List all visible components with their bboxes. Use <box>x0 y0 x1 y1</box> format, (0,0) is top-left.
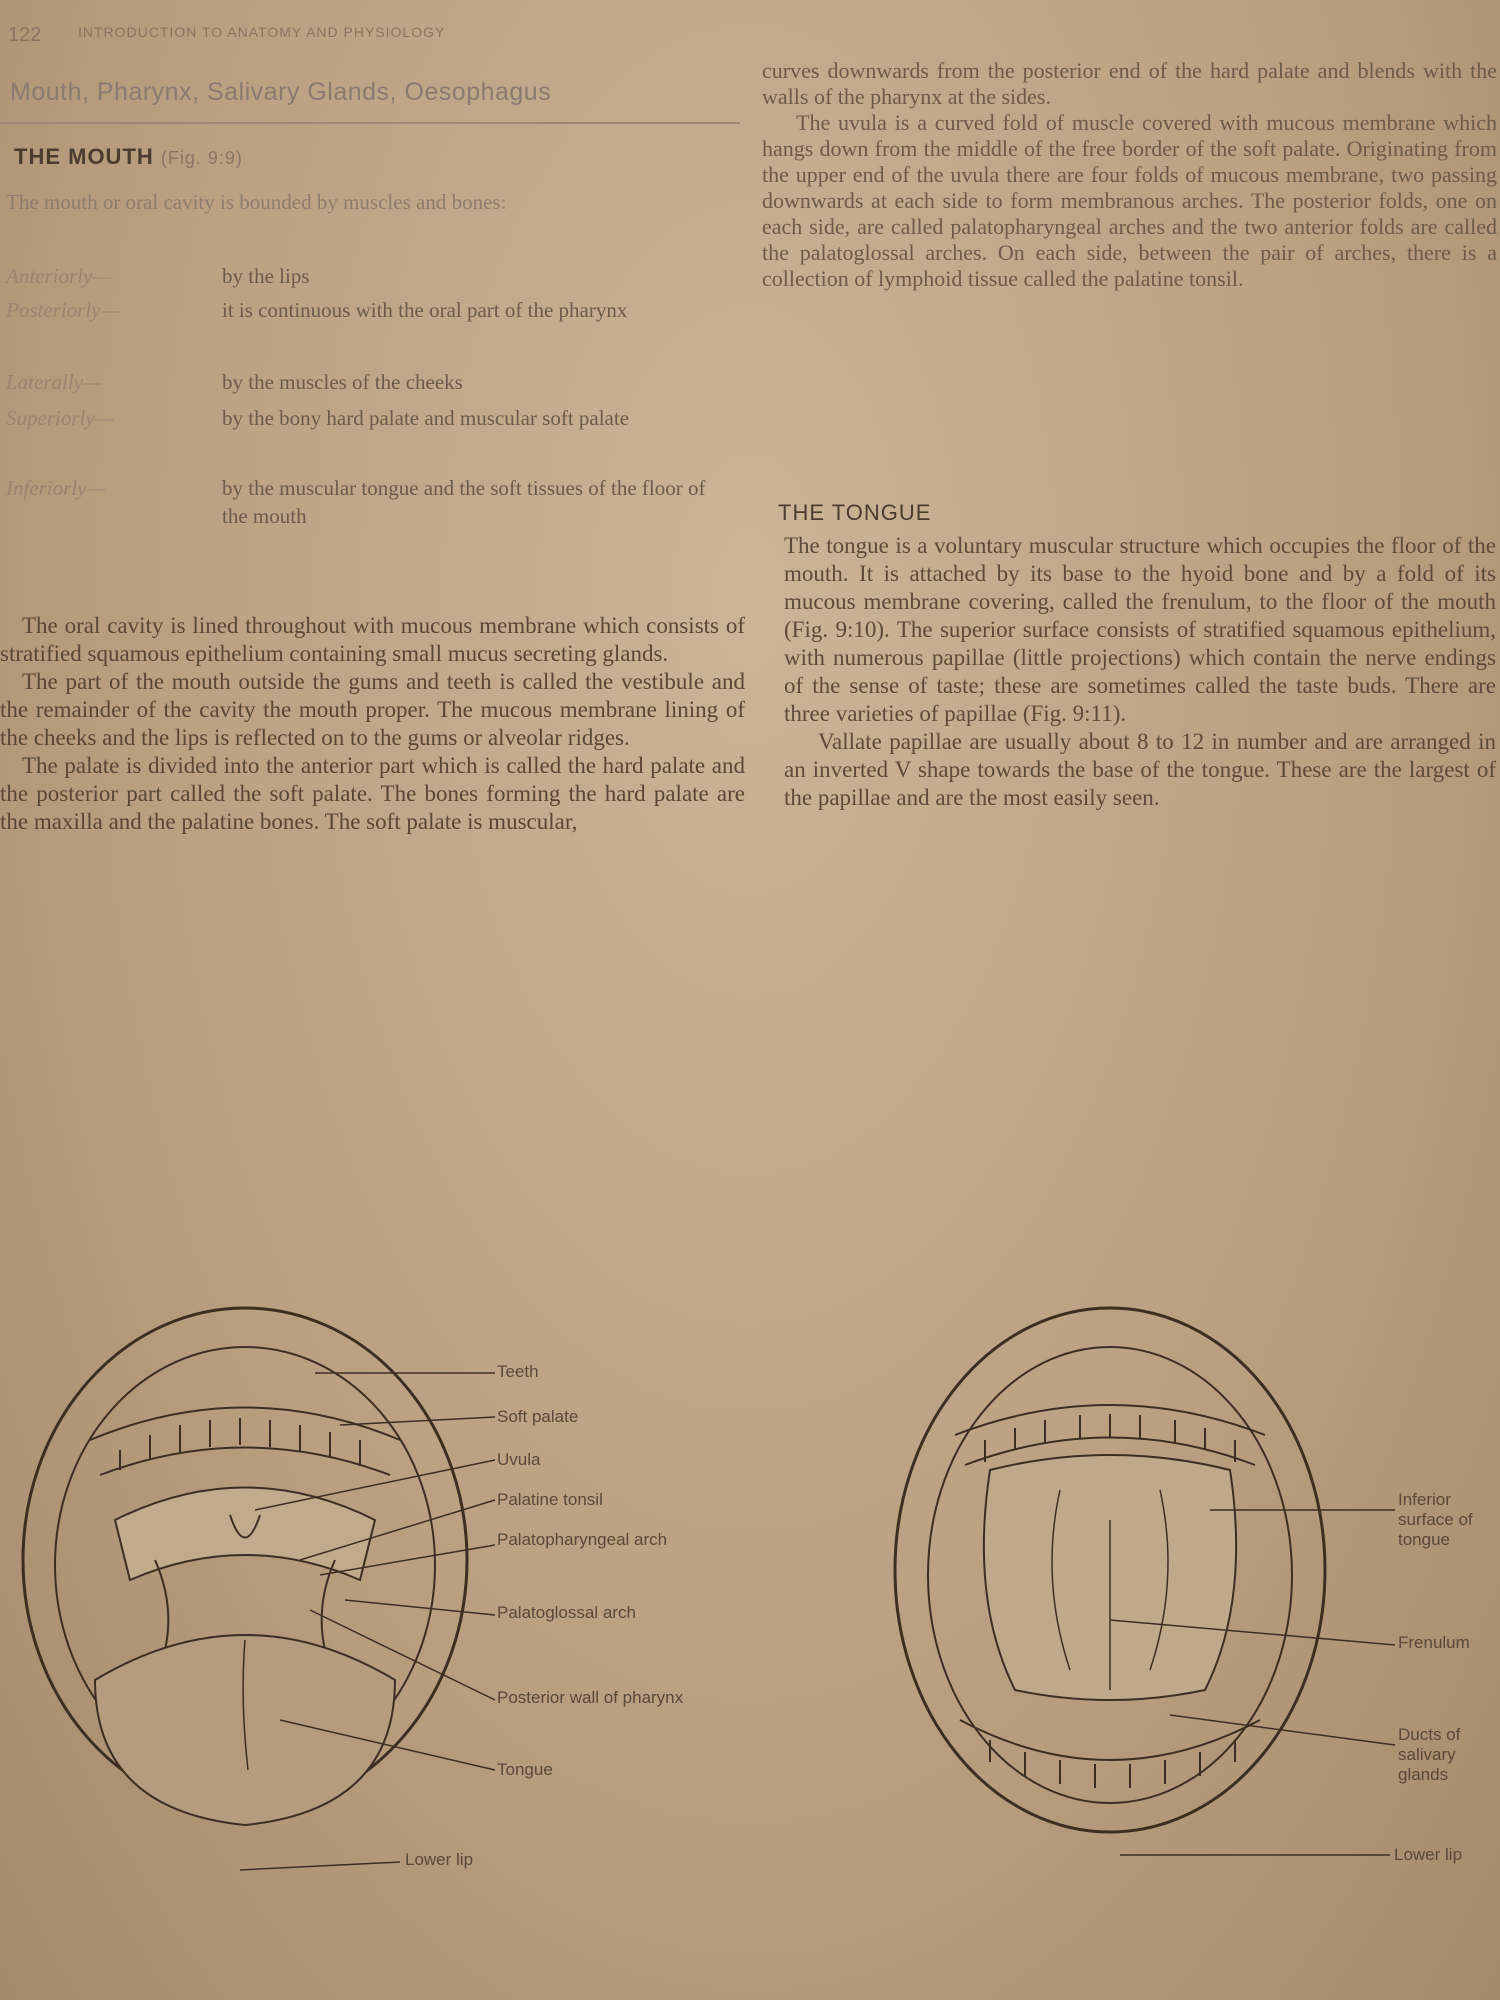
paragraph: The palate is divided into the anterior part which is called the hard palate and the posterior part called the soft palate. The bones forming the hard palate are the maxilla and the palatine bones. The soft palate is muscular, <box>0 753 745 834</box>
label-teeth: Teeth <box>497 1362 539 1381</box>
label-frenulum: Frenulum <box>1398 1633 1470 1652</box>
figure-open-mouth <box>23 1308 495 1870</box>
boundary-term: Inferiorly— <box>6 476 106 500</box>
paragraph: Vallate papillae are usually about 8 to 12 in number and are arranged in an inverted V shape towards the base of the tongue. These are the largest of the papillae and are the most easily seen. <box>784 729 1496 810</box>
boundary-desc: it is continuous with the oral part of the pharynx <box>222 298 628 322</box>
boundary-desc: by the muscular tongue and the soft tissues of the floor of the mouth <box>222 476 706 528</box>
figure-tongue-raised <box>895 1308 1395 1855</box>
heading-text: THE MOUTH <box>14 144 154 169</box>
label-ducts-salivary: Ducts of salivary glands <box>1398 1725 1461 1784</box>
running-title: INTRODUCTION TO ANATOMY AND PHYSIOLOGY <box>78 24 446 40</box>
label-soft-palate: Soft palate <box>497 1407 579 1426</box>
section-heading-tongue: THE TONGUE <box>778 500 932 525</box>
label-uvula: Uvula <box>497 1450 541 1469</box>
boundary-desc: by the lips <box>222 264 310 288</box>
label-lower-lip: Lower lip <box>405 1850 474 1869</box>
boundary-desc: by the bony hard palate and muscular soft palate <box>222 406 630 430</box>
boundary-desc: by the muscles of the cheeks <box>222 370 463 394</box>
label-posterior-wall-pharynx: Posterior wall of pharynx <box>497 1688 684 1707</box>
mouth-intro: The mouth or oral cavity is bounded by muscles and bones: <box>6 190 507 214</box>
label-palatoglossal-arch: Palatoglossal arch <box>497 1603 636 1622</box>
label-lower-lip: Lower lip <box>1394 1845 1463 1864</box>
boundary-term: Anteriorly— <box>6 264 111 288</box>
label-palatine-tonsil: Palatine tonsil <box>497 1490 603 1509</box>
chapter-title: Mouth, Pharynx, Salivary Glands, Oesophagus <box>10 78 552 106</box>
label-inferior-surface: Inferior surface of tongue <box>1398 1490 1473 1549</box>
paragraph: The uvula is a curved fold of muscle covered with mucous membrane which hangs down from the middle of the free border of the soft palate. Originating from the upper end of the uvula there are four folds of mucous membrane, two passing downwards at each side to form membranous arches. The posterior folds, one on each side, are called palatopharyngeal arches and the two anterior folds are called the palatoglossal arches. On each side, between the pair of arches, there is a collection of lymphoid tissue called the palatine tonsil. <box>762 110 1497 291</box>
boundary-term: Laterally— <box>6 370 102 394</box>
paragraph: The part of the mouth outside the gums and teeth is called the vestibule and the remainder of the cavity the mouth proper. The mucous membrane lining of the cheeks and the lips is reflected on to the gums or alveolar ridges. <box>0 669 745 750</box>
boundary-term: Posteriorly— <box>6 298 120 322</box>
label-tongue: Tongue <box>497 1760 553 1779</box>
label-palatopharyngeal-arch: Palatopharyngeal arch <box>497 1530 668 1549</box>
paragraph: The tongue is a voluntary muscular structure which occupies the floor of the mouth. It is attached by its base to the hyoid bone and by a fold of its mucous membrane covering, called the frenulum, to the floor of the mouth (Fig. 9:10). The superior surface consists of stratified squamous epithelium, with numerous papillae (little projections) which contain the nerve endings of the sense of taste; these are sometimes called the taste buds. There are three varieties of papillae (Fig. 9:11). <box>784 533 1496 726</box>
paragraph: The oral cavity is lined throughout with mucous membrane which consists of stratified squamous epithelium containing small mucus secreting glands. <box>0 613 745 666</box>
figure-reference: (Fig. 9:9) <box>160 148 243 168</box>
soft-palate-shape <box>115 1488 375 1581</box>
lower-teeth <box>960 1720 1260 1760</box>
boundary-term: Superiorly— <box>6 406 114 430</box>
page-number: 122 <box>8 24 42 46</box>
paragraph: curves downwards from the posterior end of the hard palate and blends with the walls of the pharynx at the sides. <box>762 58 1497 109</box>
